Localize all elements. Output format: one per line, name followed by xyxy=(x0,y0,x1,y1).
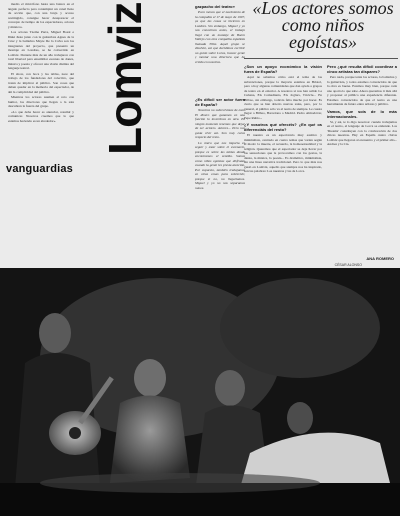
column2-lead-in: gazpacho del teatro» xyxy=(195,4,235,9)
performer-figure xyxy=(39,313,71,353)
column2-paragraph: Poco menos que el nacimiento de la compañía el 17 de mayo de 1997, ya que las cosas se hicieron en Londres. Sin embargo, Miguel y yo nos conocimos antes, el trabajo llegó con un montaje de Buero Vallejo con otra compañía española llamada Tribe. Aquel grupo se disolvió, así que decidimos escribir un guión sobre Lorca, buscar gente y montar una directora que ha creído en nosotros. xyxy=(195,10,245,64)
section-label: vanguardias xyxy=(6,163,74,175)
column1-paragraph: Los actores Txema Parra, Miguel Bosal e Iñaki Juste junto con la guitarrista Agnes de la Cruz y la bailarina Mayte De la Calva son los integrantes del proyecto, que presentó un montaje en Londres, se ha convertido en Lomviz. Durante más de un año trabajaron con total libertad para ensamblar escenas de danza, música y poesía y ofrecer una visión distinta del lenguaje teatral. xyxy=(8,30,74,70)
column2-answer: Nosotros no sobrevivimos de esto. El dinero que ganamos en una función lo invertimos en otra. En ningún momento tenemos que dejar de ser actores. Actores... Pero nos gusta vivir así. Son muy caros respecto del resto. xyxy=(195,108,245,139)
performance-photo xyxy=(0,268,400,516)
column3-question-2: ¿Y vosotros qué ofrecéis? ¿En qué os diferenciáis del resto? xyxy=(244,122,322,132)
column1-paragraph: El show, con boca y las tablas, nace del trabajo de los fundadores del colectivo, que tratan de implicar al público. Son cosas que deben quedar en la memoria del espectador, de ahí la complicidad del público. xyxy=(8,71,74,94)
column3-answer-2: El nuestro es un espectáculo muy estético y minimalista, centrado en cuatro temas que varían según el modo: la muerte, el recuerdo, la homosexualidad y la religión. Queremos que el espectador se deje llevar por las sensaciones que le provocamos con los gestos, la danza, la música, la poesía... Es dramático, minimalista, sin una línea narrativa tradicional. Pero lo que más nos gustó en Lomviz, aquello que siempre nos ha inspirado, son las palabras: Las nuestras y las de Lorca. xyxy=(244,133,322,173)
headline-rule xyxy=(244,58,398,59)
article-column-3 xyxy=(244,62,322,258)
column4-answer-2: Sí, y así, te lo digo nosotros: cuando trabajamos en el teatro, el lenguaje de Lorca se entiende. Los 'Dreams' constituyen con la colaboración de dos chicas nuestras. Hay en España cuatro chicas Lomviz que llegaron al encuentro y el primer año... Andrea y la Cía. xyxy=(327,119,397,146)
photo-illustration xyxy=(0,268,400,516)
article-column-4 xyxy=(327,62,397,258)
photo-credit: CÉSAR ALONSO xyxy=(334,263,362,267)
column4-question-1: Pero ¿qué resulta difícil coordinar a cinco artistas tan dispares? xyxy=(327,64,397,74)
performer-figure xyxy=(215,370,245,406)
performer-figure xyxy=(287,402,313,434)
column4-question-2: Vamos, que sois de lo más internacionales. xyxy=(327,108,397,119)
column2-question: ¿Es difícil ser actor fuera de España? xyxy=(195,97,245,107)
performer-figure xyxy=(134,359,166,397)
article-column-2 xyxy=(195,2,245,102)
column4-answer-1: Pero nada, porque tenía los actores, la bailarina y la guitarrista, y todos estamos convencidos de que la obra es buena. Estamos muy bien, porque cada uno aporta lo que sabe. Ahora queremos ir más allá y proponer al público una experiencia diferente. Estamos convencidos de que el teatro es una herramienta de futuro entre artistas y público. xyxy=(327,75,397,106)
company-name-vertical: Lomviz xyxy=(99,2,151,155)
column2-answer: Lo único que nos importa es seguir y estar sobre el escenario, porque es sobre las tablas donde encontramos el sentido. Somos como niños egoístas que disfrutan cuando la gente les presta atención. Por supuesto, también trabajamos en otras cosas para sobrevivir, porque si no, no llegaríamos. Miguel y yo no nos separamos nunca. xyxy=(195,140,245,190)
headline: «Los actores somos como niños egoístas» xyxy=(252,0,394,52)
article-column-2b xyxy=(195,95,245,257)
column3-answer-1: Aquí no sabemos cómo está el tema de las subvenciones, porque la mayoría estamos en Bristol, pero a hoy algunas comunidades que dan ayuda a grupos de teatro en el exterior. A nosotros sí nos han salido La Cubana, Els Comediants, Els Joglars, Tricicle... En Bilbao, sin embargo, todavía falta mucho por hacer. Es cierto que se han abierto nuevas salas, pero, por lo general, el público sólo va al teatro de siempre. Le cuesta llegar a Bilbao, Barcelona o Madrid. Pedro Almodóvar, Pepe Rubio... xyxy=(244,75,322,120)
byline: ANA ROMERO xyxy=(366,256,394,261)
column1-paragraph: Mientras los actores asumen el reto con humor, los directores que llegan a la sala descubren la fuerza del grupo. xyxy=(8,95,74,108)
column3-question-1: ¿Son un apoyo económico la visión fuera de España? xyxy=(244,64,322,74)
column1-paragraph: «Lo que debe hacer es anunciar, resumir y comunicar. Nosotros creemos que lo que estamos haciendo es un alrededor». xyxy=(8,109,74,123)
column1-paragraph: medio el micrófono hasta una butaca en el ángulo perfecto para contemplar un canal lleno de acción que, con una bruja y acceso restringido, consigue hacer desaparecer el concepto de tiempo de los espectadores, actores y músicos. xyxy=(8,2,74,29)
article-column-1 xyxy=(8,2,74,207)
